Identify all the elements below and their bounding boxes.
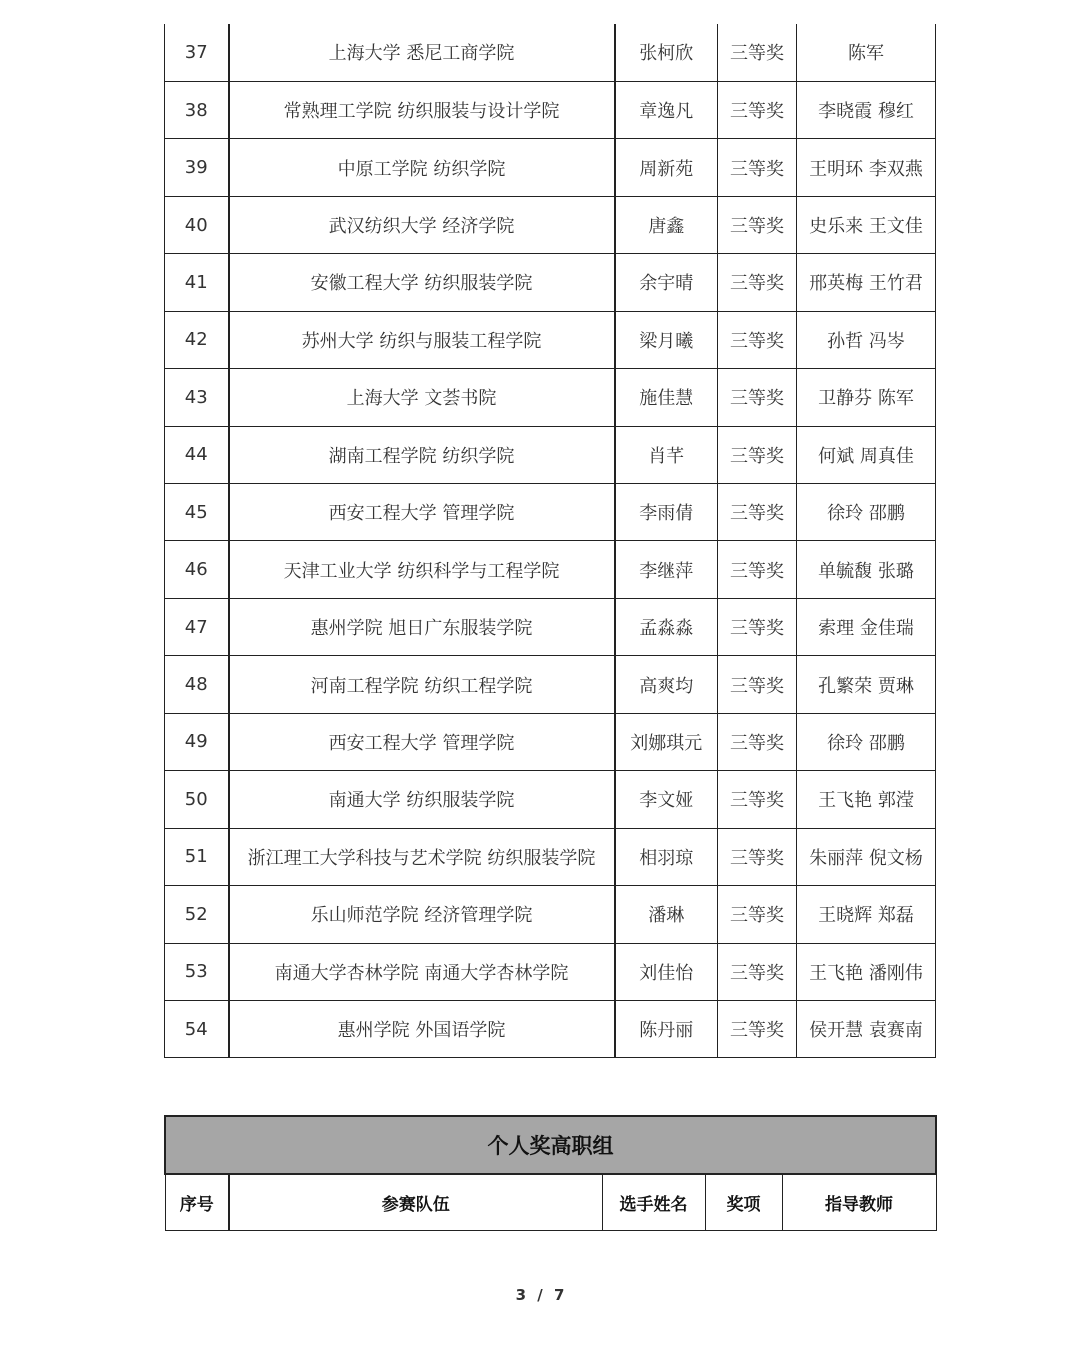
header-contestant-name: 选手姓名 [602, 1174, 705, 1230]
team-cell: 河南工程学院 纺织工程学院 [229, 656, 615, 713]
team-cell: 西安工程大学 管理学院 [229, 484, 615, 541]
header-team: 参赛队伍 [229, 1174, 602, 1230]
results-body [165, 24, 936, 1058]
table-row [165, 24, 936, 81]
award-cell: 三等奖 [718, 886, 797, 943]
teacher-cell: 李晓霞 穆红 [797, 81, 936, 138]
contestant-name: 肖芊 [615, 426, 718, 483]
contestant-name: 潘琳 [615, 886, 718, 943]
award-cell: 三等奖 [718, 254, 797, 311]
teacher-cell: 王晓辉 郑磊 [797, 886, 936, 943]
row-number: 52 [165, 886, 229, 943]
teacher-cell: 朱丽萍 倪文杨 [797, 828, 936, 885]
column-header-row [165, 1174, 936, 1230]
team-cell: 上海大学 文荟书院 [229, 369, 615, 426]
teacher-cell: 王飞艳 潘刚伟 [797, 943, 936, 1000]
contestant-name: 刘娜琪元 [615, 713, 718, 770]
teacher-cell: 陈军 [797, 24, 936, 81]
contestant-name: 章逸凡 [615, 81, 718, 138]
teacher-cell: 徐玲 邵鹏 [797, 713, 936, 770]
row-number: 51 [165, 828, 229, 885]
contestant-name: 唐鑫 [615, 196, 718, 253]
row-number: 49 [165, 713, 229, 770]
team-cell: 苏州大学 纺织与服装工程学院 [229, 311, 615, 368]
team-cell: 武汉纺织大学 经济学院 [229, 196, 615, 253]
award-cell: 三等奖 [718, 311, 797, 368]
teacher-cell: 徐玲 邵鹏 [797, 484, 936, 541]
page-indicator [0, 1286, 1080, 1304]
team-cell: 南通大学杏林学院 南通大学杏林学院 [229, 943, 615, 1000]
current-page: 3 [515, 1286, 527, 1304]
row-number: 39 [165, 139, 229, 196]
row-number: 41 [165, 254, 229, 311]
contestant-name: 余宇晴 [615, 254, 718, 311]
contestant-name: 周新苑 [615, 139, 718, 196]
teacher-cell: 邢英梅 王竹君 [797, 254, 936, 311]
header-award: 奖项 [705, 1174, 782, 1230]
results-table [164, 24, 936, 1058]
row-number: 47 [165, 598, 229, 655]
contestant-name: 陈丹丽 [615, 1000, 718, 1057]
award-cell: 三等奖 [718, 598, 797, 655]
table-row [165, 254, 936, 311]
table-row [165, 828, 936, 885]
team-cell: 安徽工程大学 纺织服装学院 [229, 254, 615, 311]
row-number: 53 [165, 943, 229, 1000]
table-row [165, 81, 936, 138]
table-row [165, 656, 936, 713]
table-row [165, 713, 936, 770]
team-cell: 中原工学院 纺织学院 [229, 139, 615, 196]
award-cell: 三等奖 [718, 484, 797, 541]
table-row [165, 196, 936, 253]
row-number: 44 [165, 426, 229, 483]
team-cell: 常熟理工学院 纺织服装与设计学院 [229, 81, 615, 138]
contestant-name: 孟淼淼 [615, 598, 718, 655]
contestant-name: 李继萍 [615, 541, 718, 598]
award-cell: 三等奖 [718, 771, 797, 828]
contestant-name: 相羽琼 [615, 828, 718, 885]
team-cell: 浙江理工大学科技与艺术学院 纺织服装学院 [229, 828, 615, 885]
teacher-cell: 索理 金佳瑞 [797, 598, 936, 655]
table-row [165, 369, 936, 426]
table-row [165, 1000, 936, 1057]
vocational-section-table [164, 1115, 937, 1231]
row-number: 37 [165, 24, 229, 81]
award-cell: 三等奖 [718, 656, 797, 713]
table-row [165, 139, 936, 196]
team-cell: 西安工程大学 管理学院 [229, 713, 615, 770]
teacher-cell: 何斌 周真佳 [797, 426, 936, 483]
team-cell: 惠州学院 外国语学院 [229, 1000, 615, 1057]
row-number: 40 [165, 196, 229, 253]
award-cell: 三等奖 [718, 541, 797, 598]
contestant-name: 李雨倩 [615, 484, 718, 541]
row-number: 38 [165, 81, 229, 138]
contestant-name: 刘佳怡 [615, 943, 718, 1000]
teacher-cell: 孙哲 冯岑 [797, 311, 936, 368]
table-row [165, 484, 936, 541]
teacher-cell: 史乐来 王文佳 [797, 196, 936, 253]
table-row [165, 426, 936, 483]
award-cell: 三等奖 [718, 139, 797, 196]
total-pages: 7 [553, 1286, 565, 1304]
team-cell: 天津工业大学 纺织科学与工程学院 [229, 541, 615, 598]
header-teacher: 指导教师 [782, 1174, 936, 1230]
award-cell: 三等奖 [718, 943, 797, 1000]
award-cell: 三等奖 [718, 24, 797, 81]
table-row [165, 311, 936, 368]
award-cell: 三等奖 [718, 828, 797, 885]
row-number: 54 [165, 1000, 229, 1057]
contestant-name: 李文娅 [615, 771, 718, 828]
page-separator: / [537, 1286, 543, 1304]
award-cell: 三等奖 [718, 369, 797, 426]
row-number: 50 [165, 771, 229, 828]
team-cell: 乐山师范学院 经济管理学院 [229, 886, 615, 943]
teacher-cell: 侯开慧 袁赛南 [797, 1000, 936, 1057]
team-cell: 湖南工程学院 纺织学院 [229, 426, 615, 483]
contestant-name: 高爽均 [615, 656, 718, 713]
row-number: 43 [165, 369, 229, 426]
row-number: 42 [165, 311, 229, 368]
teacher-cell: 单毓馥 张璐 [797, 541, 936, 598]
table-row [165, 598, 936, 655]
contestant-name: 梁月曦 [615, 311, 718, 368]
team-cell: 惠州学院 旭日广东服装学院 [229, 598, 615, 655]
section-title: 个人奖高职组 [165, 1116, 936, 1174]
table-row [165, 943, 936, 1000]
team-cell: 南通大学 纺织服装学院 [229, 771, 615, 828]
header-number: 序号 [165, 1174, 229, 1230]
teacher-cell: 王明环 李双燕 [797, 139, 936, 196]
award-cell: 三等奖 [718, 426, 797, 483]
table-row [165, 771, 936, 828]
award-cell: 三等奖 [718, 713, 797, 770]
table-row [165, 541, 936, 598]
row-number: 46 [165, 541, 229, 598]
row-number: 48 [165, 656, 229, 713]
award-cell: 三等奖 [718, 81, 797, 138]
team-cell: 上海大学 悉尼工商学院 [229, 24, 615, 81]
teacher-cell: 王飞艳 郭滢 [797, 771, 936, 828]
table-row [165, 886, 936, 943]
teacher-cell: 卫静芬 陈军 [797, 369, 936, 426]
row-number: 45 [165, 484, 229, 541]
teacher-cell: 孔繁荣 贾琳 [797, 656, 936, 713]
award-cell: 三等奖 [718, 196, 797, 253]
contestant-name: 施佳慧 [615, 369, 718, 426]
award-cell: 三等奖 [718, 1000, 797, 1057]
section-title-row [165, 1116, 936, 1174]
contestant-name: 张柯欣 [615, 24, 718, 81]
